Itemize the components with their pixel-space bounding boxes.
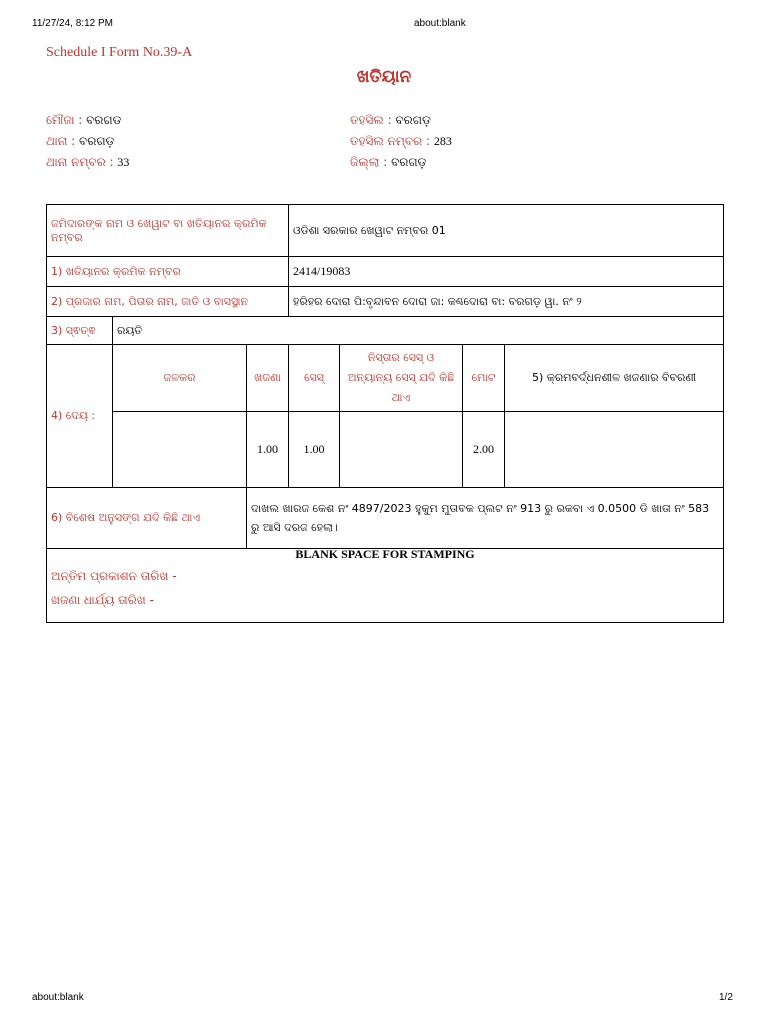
final-publication-date: ଅନ୍ତିମ ପ୍ରକାଶନ ତାରିଖ - (51, 569, 177, 583)
val-rent: 1.00 (247, 412, 289, 488)
right-row (47, 317, 724, 345)
thana-no-row (46, 152, 129, 173)
col-rent-header: ଖଜଣା (247, 345, 289, 412)
thana-value: ବରଗଡ଼ (79, 134, 115, 148)
tenant-label: 2) ପ୍ରଜାର ନାମ, ପିତାର ନାମ, ଜାତି ଓ ବାସସ୍ଥାନ (47, 287, 289, 317)
thana-no-label: ଥାନା ନମ୍ବର : (46, 155, 118, 169)
tahasil-value: ବରଗଡ଼ (395, 113, 431, 127)
district-row (350, 152, 452, 173)
col-progressive-header: 5) କ୍ରମବର୍ଦ୍ଧନଶୀଳ ଖଜଣାର ବିବରଣୀ (505, 345, 724, 412)
rent-fixation-date: ଖଜଣା ଧାର୍ଯ୍ୟ ତାରିଖ - (51, 593, 154, 607)
tahasil-row (350, 110, 452, 131)
meta-left (46, 110, 129, 173)
form-number: Schedule I Form No.39-A (46, 45, 193, 60)
landlord-row (47, 205, 724, 257)
right-label: 3) ସ୍ଵତ୍ଵ (47, 317, 113, 345)
tahasil-no-row (350, 131, 452, 152)
serial-row (47, 257, 724, 287)
special-value: ଦାଖଲ ଖାରଜ କେଶ ନଂ 4897/2023 ହୁକୁମ ମୁତାବକ ପ୍ଲଟ ନଂ 913 ରୁ ରକବା ଏ 0.0500 ଡି ଖାତା ନଂ 583 ରୁ ଆସି ଦରଜ ହେଲା। (247, 488, 724, 549)
district-value: ବରଗଡ଼ (391, 155, 427, 169)
col-total-header: ମୋଟ (463, 345, 505, 412)
serial-label: 1) ଖତିୟାନର କ୍ରମିକ ନମ୍ବର (47, 257, 289, 287)
tahasil-no-label: ତହସିଲ ନମ୍ବର : (350, 134, 434, 148)
print-datetime: 11/27/24, 8:12 PM (32, 18, 113, 29)
landlord-value: ଓଡିଶା ସରକାର ଖେୱାଟ ନମ୍ବର 01 (289, 205, 724, 257)
footer-url: about:blank (32, 992, 84, 1003)
mouza-label: ମୌଜା : (46, 113, 87, 127)
page-number: 1/2 (719, 992, 733, 1003)
special-label: 6) ବିଶେଷ ଅନୁସଙ୍ଗ ଯଦି କିଛି ଥାଏ (47, 488, 247, 549)
thana-row (46, 131, 129, 152)
print-url: about:blank (414, 18, 466, 29)
mouza-row (46, 110, 129, 131)
khatiyan-table (46, 204, 724, 623)
district-label: ଜିଲ୍ଲା : (350, 155, 392, 169)
tenant-row (47, 287, 724, 317)
col-cess-header: ସେସ୍ (289, 345, 340, 412)
meta-right (350, 110, 452, 173)
thana-no-value: 33 (117, 155, 130, 169)
val-progressive (505, 412, 724, 488)
tahasil-label: ତହସିଲ : (350, 113, 396, 127)
tenant-value: ହରିହର ଦୋରା ପି:ବୃନ୍ଦାବନ ଦୋରା ଜା: କଣ୍ଢଦୋରା ବା: ବରଗଡ଼ ୱା. ନଂ ୨ (289, 287, 724, 317)
dues-label: 4) ଦେୟ : (47, 345, 113, 488)
stamp-cell (47, 549, 724, 623)
mouza-value: ବରଗଡ (86, 113, 122, 127)
val-cess: 1.00 (289, 412, 340, 488)
page-title: ଖତିୟାନ (356, 67, 412, 87)
val-water (113, 412, 247, 488)
val-other-cess (340, 412, 463, 488)
col-other-cess-header: ନିସ୍ତାର ସେସ୍ ଓ ଅନ୍ୟାନ୍ୟ ସେସ୍ ଯଦି କିଛି ଥାଏ (340, 345, 463, 412)
dues-header-row (47, 345, 724, 412)
tahasil-no-value: 283 (433, 134, 452, 148)
landlord-label: ଜମିଦାରଙ୍କ ନାମ ଓ ଖେୱାଟ ବା ଖତିୟାନର କ୍ରମିକ ନମ୍ବର (47, 205, 289, 257)
val-total: 2.00 (463, 412, 505, 488)
stamp-row (47, 549, 724, 623)
right-value: ରୟତି (113, 317, 724, 345)
thana-label: ଥାନା : (46, 134, 80, 148)
dues-values-row (47, 412, 724, 488)
col-water-header: ଜଳକର (113, 345, 247, 412)
stamp-title: BLANK SPACE FOR STAMPING (295, 547, 475, 561)
special-row (47, 488, 724, 549)
serial-value: 2414/19083 (289, 257, 724, 287)
